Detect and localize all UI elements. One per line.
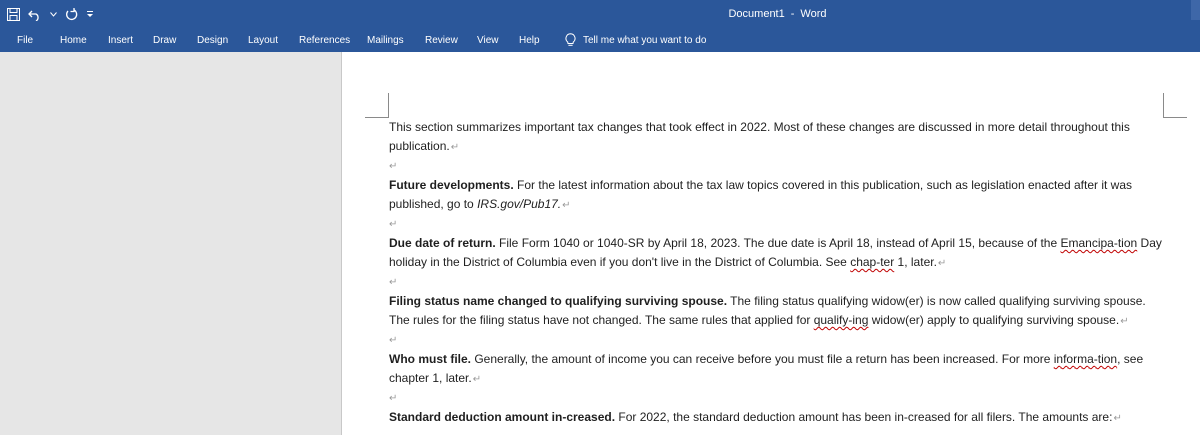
tab-home[interactable]: Home <box>60 35 87 46</box>
irs-link[interactable]: IRS.gov/Pub17 <box>477 197 558 211</box>
paragraph-heading: Future developments. <box>389 178 514 192</box>
paragraph-heading: Due date of return. <box>389 236 496 250</box>
spelling-error[interactable]: qualify-ing <box>813 313 869 327</box>
empty-paragraph <box>389 157 1164 176</box>
paragraph-mark: ↵ <box>1113 413 1122 424</box>
navigation-pane <box>0 52 341 435</box>
tab-references[interactable]: References <box>299 35 351 46</box>
tab-mailings[interactable]: Mailings <box>367 35 404 46</box>
paragraph-text: For 2022, the standard deduction amount has been in-creased for all filers. The amounts are: <box>615 410 1113 424</box>
margin-mark-right <box>1163 93 1187 118</box>
paragraph-mark: ↵ <box>562 200 571 211</box>
paragraph-mark: ↵ <box>450 142 460 153</box>
paragraph-text: widow(er) apply to qualifying surviving spouse. <box>868 313 1120 327</box>
tell-me-text: Tell me what you want to do <box>583 34 707 46</box>
tab-file[interactable]: File <box>17 35 34 46</box>
paragraph-mark: ↵ <box>389 161 398 172</box>
paragraph-filing-status <box>389 292 1164 331</box>
paragraph-text: , see chapter 1, later. <box>389 352 1144 385</box>
empty-paragraph <box>389 273 1164 292</box>
paragraph-text: Day holiday in the District of Columbia even if you don't live in the District of Columbia. See <box>389 236 1162 269</box>
document-body[interactable] <box>389 118 1164 428</box>
tab-layout[interactable]: Layout <box>248 35 279 46</box>
paragraph-heading: Standard deduction amount in-creased. <box>389 410 616 424</box>
paragraph-text: For the latest information about the tax law topics covered in this publication, such as legislation enacted after it was published, go to <box>389 178 1133 211</box>
ribbon-tabs <box>0 29 1200 52</box>
document-name: Document1 <box>728 8 785 20</box>
paragraph-standard-deduction <box>389 408 1164 428</box>
empty-paragraph <box>389 389 1164 408</box>
paragraph-future-developments <box>389 176 1164 215</box>
margin-mark-left <box>365 93 389 118</box>
paragraph-mark: ↵ <box>389 335 398 346</box>
paragraph-heading: Filing status name changed to qualifying surviving spouse. <box>389 294 728 308</box>
paragraph-mark: ↵ <box>389 277 398 288</box>
app-name: Word <box>800 8 827 20</box>
window-control-edge[interactable] <box>1191 0 1200 20</box>
paragraph-tail: . <box>557 197 562 211</box>
paragraph-text: The filing status qualifying widow(er) is now called qualifying surviving spouse. The rules for the filing status have not changed. The same rules that applied for <box>389 294 1146 327</box>
paragraph-mark: ↵ <box>389 219 398 230</box>
paragraph-mark: ↵ <box>472 374 482 385</box>
tab-design[interactable]: Design <box>197 35 229 46</box>
paragraph-text: Generally, the amount of income you can receive before you must file a return has been increased. For more <box>471 352 1054 366</box>
paragraph-heading: Who must file. <box>389 352 471 366</box>
paragraph-text: 1, later. <box>894 255 937 269</box>
paragraph-mark: ↵ <box>937 258 947 269</box>
paragraph-mark: ↵ <box>1120 316 1129 327</box>
spelling-error[interactable]: Emancipa-tion <box>1060 236 1138 250</box>
paragraph-text: This section summarizes important tax changes that took effect in 2022. Most of these changes are discussed in more detail throughout this publication. <box>389 120 1130 153</box>
empty-paragraph <box>389 215 1164 234</box>
title-bar <box>0 0 1200 29</box>
tab-draw[interactable]: Draw <box>153 35 177 46</box>
paragraph-mark: ↵ <box>389 393 398 404</box>
title-separator: - <box>790 8 795 20</box>
tab-review[interactable]: Review <box>425 35 458 46</box>
tell-me-box[interactable] <box>563 33 706 47</box>
paragraph-intro <box>389 118 1164 157</box>
paragraph-due-date <box>389 234 1164 273</box>
tab-view[interactable]: View <box>477 35 499 46</box>
spelling-error[interactable]: chap-ter <box>850 255 895 269</box>
paragraph-text: File Form 1040 or 1040-SR by April 18, 2023. The due date is April 18, instead of April 15, because of the <box>495 236 1061 250</box>
empty-paragraph <box>389 331 1164 350</box>
spelling-error[interactable]: informa-tion <box>1053 352 1118 366</box>
window-title <box>0 8 1200 20</box>
tab-help[interactable]: Help <box>519 35 540 46</box>
lightbulb-icon <box>563 33 577 47</box>
paragraph-who-must-file <box>389 350 1164 389</box>
tab-insert[interactable]: Insert <box>108 35 134 46</box>
